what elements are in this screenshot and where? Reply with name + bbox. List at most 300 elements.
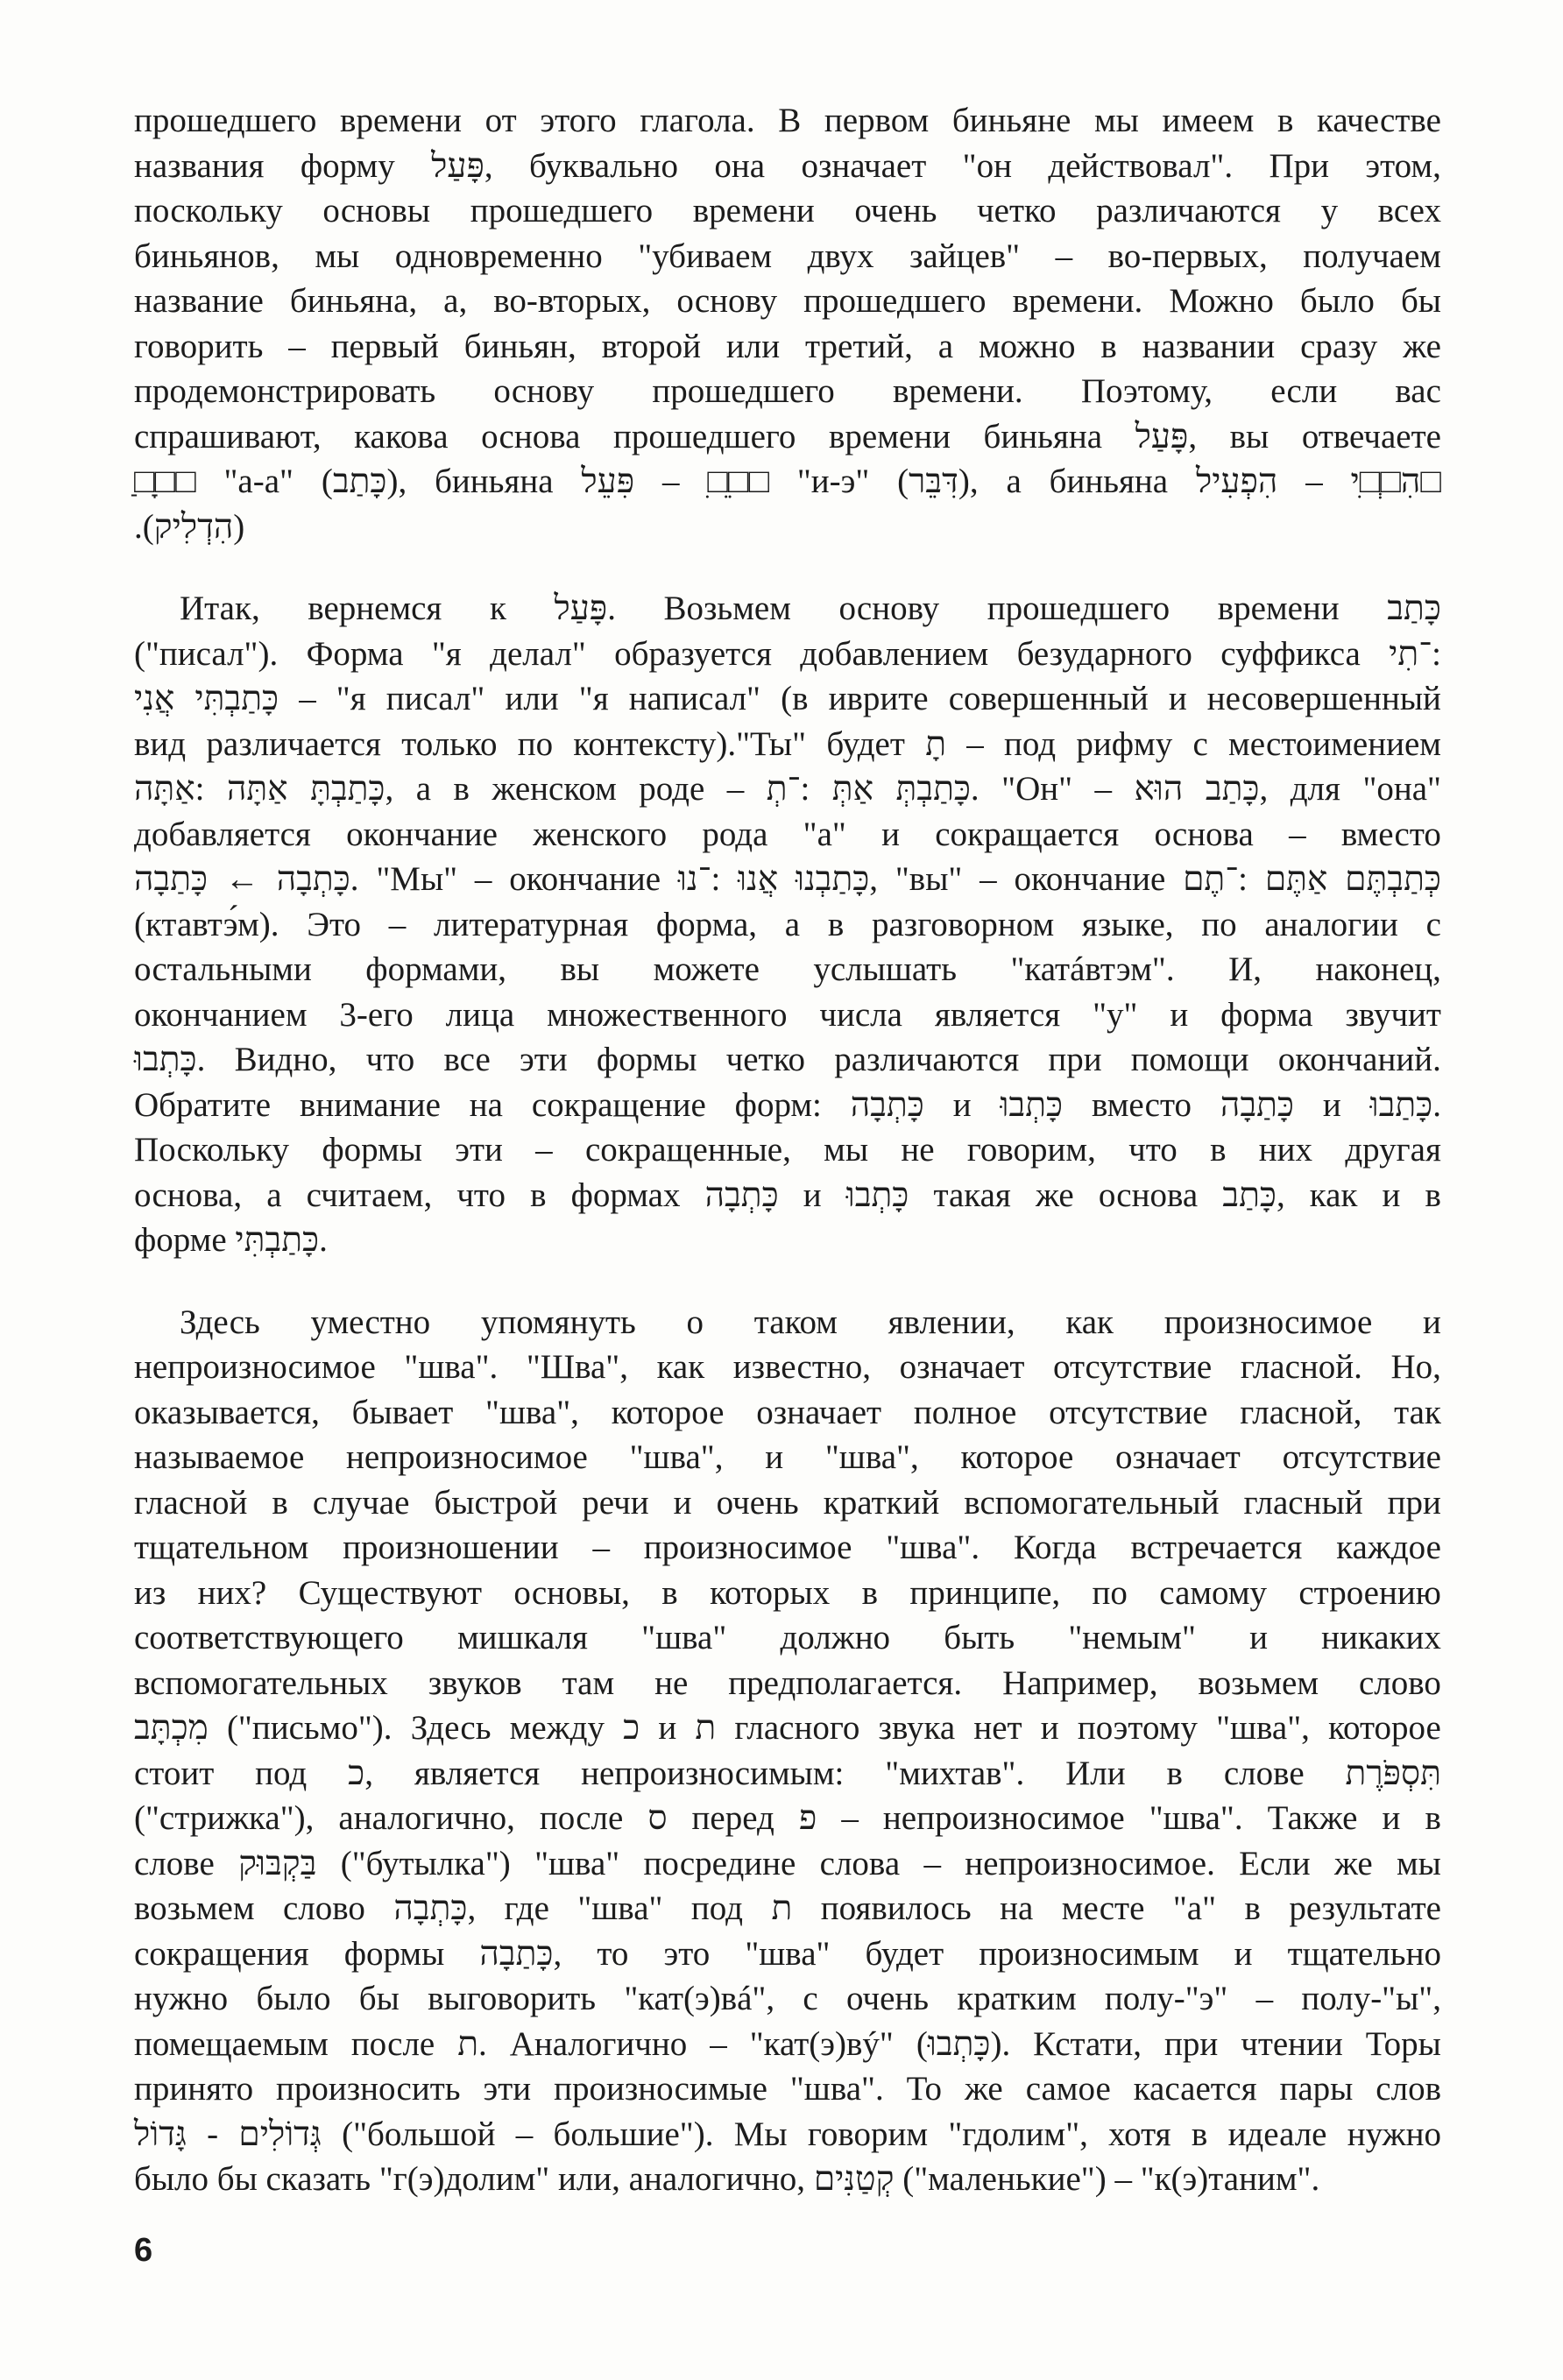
word: первом — [824, 102, 930, 139]
word: Но, — [1390, 1348, 1441, 1386]
word: женского — [533, 815, 668, 853]
word: כָּתְבָה, — [393, 1889, 477, 1927]
word: в — [453, 770, 470, 808]
word: остальными — [134, 950, 312, 988]
word: идеале — [1227, 2115, 1327, 2153]
word: во-вторых, — [493, 282, 651, 320]
word: которое — [1328, 1709, 1441, 1747]
word: формы — [596, 1041, 697, 1078]
word: в — [1166, 1754, 1183, 1792]
word: – — [1255, 1980, 1274, 2017]
word: разговорном — [871, 905, 1055, 943]
word: תָ — [925, 724, 946, 763]
word: времени. — [892, 372, 1023, 410]
word: Аналогично — [509, 2024, 688, 2063]
word: непроизносимое. — [965, 1844, 1215, 1882]
word: "шва", — [1216, 1709, 1310, 1747]
text-line — [134, 505, 1441, 550]
text-line — [134, 2112, 1441, 2158]
word: предполагается. — [728, 1663, 963, 1702]
word: – — [1289, 815, 1306, 853]
word: Обратите — [134, 1085, 272, 1124]
word: соответствующего — [134, 1619, 404, 1656]
word: слова — [819, 1844, 901, 1882]
word: форм: — [734, 1085, 822, 1124]
word: ← — [224, 860, 259, 898]
word: такая — [933, 1176, 1011, 1214]
word: "шва" — [534, 1844, 620, 1882]
word: различаются — [834, 1041, 1020, 1078]
word: эти — [520, 1041, 568, 1078]
word: имеем — [1162, 102, 1255, 139]
word: упомянуть — [480, 1303, 636, 1341]
word: – — [474, 860, 492, 898]
word: "гдолим", — [948, 2115, 1088, 2153]
word: нужно — [1347, 2115, 1441, 2153]
word: Поэтому, — [1080, 372, 1213, 410]
word: при — [1048, 1041, 1102, 1078]
word: "он — [962, 146, 1012, 185]
word: "шва", — [485, 1393, 579, 1431]
word: כָּתַב, — [1205, 770, 1269, 808]
word: פִּעֵל — [581, 463, 635, 500]
word: вспомогательных — [134, 1663, 388, 1702]
word: времени — [692, 192, 815, 230]
word: гласной — [134, 1483, 248, 1522]
word: произносимое — [1163, 1303, 1373, 1341]
word: (כָּתַב), — [321, 463, 407, 500]
word: и — [1322, 1085, 1341, 1124]
word: эти — [483, 2070, 532, 2108]
word: в — [1425, 1176, 1441, 1214]
text-line — [134, 1706, 1441, 1751]
word: כָּתְבָה. — [276, 860, 359, 898]
word: биньян, — [463, 327, 576, 365]
word: наконец, — [1315, 950, 1441, 988]
word: них — [1258, 1131, 1313, 1169]
word: – — [299, 680, 316, 717]
text-line — [134, 279, 1441, 324]
word: При — [1269, 146, 1330, 185]
paragraph — [134, 1300, 1441, 2202]
word: полу-"ы", — [1301, 1980, 1441, 2017]
word: помощи — [1130, 1041, 1249, 1078]
word: прошедшего — [470, 192, 654, 230]
word: при — [1163, 2024, 1219, 2063]
word: времени — [1217, 590, 1340, 627]
word: – — [980, 860, 997, 898]
word: כָּתַבְתְּ. — [895, 770, 980, 808]
word: с — [1425, 905, 1441, 943]
word: Например, — [1002, 1663, 1158, 1702]
word: чтении — [1241, 2024, 1343, 2063]
word: образуется — [614, 634, 772, 673]
word: местоимением — [1228, 724, 1441, 763]
word: принято — [134, 2070, 254, 2108]
word: же — [1333, 1844, 1373, 1882]
word: продемонстрировать — [134, 372, 436, 410]
word: (в — [781, 680, 809, 717]
word: же — [1403, 327, 1441, 365]
word: и — [952, 1085, 972, 1124]
word: слов — [1376, 2070, 1441, 2108]
word: на — [469, 1085, 503, 1124]
word: лица — [445, 995, 515, 1034]
word: является — [934, 995, 1061, 1034]
word: Это — [307, 905, 362, 943]
word: времени. — [1012, 282, 1143, 320]
text-line — [134, 1886, 1441, 1932]
word: что — [365, 1041, 415, 1078]
word: вас — [1395, 372, 1441, 410]
word: прошедшего — [987, 590, 1170, 627]
word: как — [1065, 1303, 1114, 1341]
word: тщательном — [134, 1529, 309, 1566]
line-text: форме כָּתַבְתִּי. — [134, 1221, 328, 1259]
word: о — [686, 1303, 704, 1341]
word: אַתְּ — [831, 770, 873, 808]
word: к — [489, 590, 506, 627]
word: (ктавтэ́м). — [134, 905, 279, 943]
word: них? — [197, 1573, 267, 1612]
word: ס — [647, 1799, 668, 1837]
text-line — [134, 676, 1441, 722]
word: никаких — [1321, 1619, 1441, 1656]
word: форма — [1220, 995, 1313, 1034]
word: и — [765, 1438, 784, 1476]
word: "шва" — [745, 1934, 831, 1973]
word: פָּעַל, — [431, 146, 493, 185]
text-line — [134, 1083, 1441, 1128]
word: качестве — [1317, 102, 1441, 139]
text-line — [134, 902, 1441, 948]
word: הִ□ְ□ִי□ — [1350, 463, 1441, 500]
word: (כָּתְבוּ). — [916, 2024, 1011, 2063]
word: перед — [691, 1799, 774, 1837]
word: כָּתַבְתָּ, — [310, 770, 394, 808]
word: произносить — [276, 2070, 461, 2108]
word: аналогично, — [338, 1799, 515, 1837]
word: которое — [960, 1438, 1074, 1476]
word: основа — [1098, 1176, 1199, 1214]
word: же — [1035, 1176, 1074, 1214]
text-line — [134, 1218, 1441, 1263]
word: в — [272, 1483, 288, 1522]
word: и — [1382, 1176, 1401, 1214]
word: услышать — [813, 950, 957, 988]
word: очень — [845, 1980, 930, 2017]
text-line — [134, 369, 1441, 414]
word: כָּתְבָה — [850, 1085, 924, 1124]
word: вместо — [1340, 815, 1441, 853]
word: от — [484, 102, 517, 139]
word: где — [504, 1889, 549, 1927]
word: "и-э" — [796, 463, 870, 500]
word: выговорить — [428, 1980, 597, 2017]
word: ־נוּ: — [677, 860, 721, 898]
word: כָּתַבְתִּי — [194, 680, 279, 717]
word: В — [778, 102, 802, 139]
word: должно — [780, 1619, 891, 1656]
word: форму — [300, 146, 395, 185]
word: было — [256, 1980, 331, 2017]
word: делал" — [490, 634, 586, 673]
word: роде — [639, 770, 705, 808]
word: там — [562, 1663, 615, 1702]
word: рифму — [1076, 724, 1173, 763]
word: прошедшего — [652, 372, 835, 410]
word: что — [1128, 1131, 1178, 1169]
word: кратким — [957, 1980, 1077, 2017]
word: множественного — [547, 995, 788, 1034]
word: □ַ□ָ□ — [134, 463, 196, 500]
word: оказывается, — [134, 1393, 320, 1431]
text-line — [134, 632, 1441, 677]
word: – — [592, 1529, 610, 1566]
text-line — [134, 1127, 1441, 1173]
word: совершенный — [948, 680, 1149, 717]
word: "шва". — [886, 1529, 980, 1566]
word: – — [515, 2115, 534, 2153]
word: мы — [824, 1131, 869, 1169]
word: Здесь — [410, 1709, 492, 1747]
word: глагола. — [640, 102, 755, 139]
word: между — [509, 1709, 605, 1747]
text-line — [134, 234, 1441, 279]
text-line — [134, 992, 1441, 1038]
word: бывает — [351, 1393, 454, 1431]
word: прошедшего — [613, 417, 796, 456]
word: звука — [878, 1709, 956, 1747]
word: действовал". — [1048, 146, 1234, 185]
word: которых — [710, 1573, 831, 1612]
word: времени — [828, 417, 951, 456]
word: "я — [431, 634, 462, 673]
word: получаем — [1303, 237, 1441, 275]
text-line — [134, 459, 1441, 505]
word: То — [906, 2070, 943, 2108]
word: говорим, — [966, 1131, 1096, 1169]
word: результате — [1289, 1889, 1441, 1927]
word: иврите — [828, 680, 929, 717]
word: отсутствие — [1282, 1438, 1441, 1476]
word: "а" — [1172, 1889, 1217, 1927]
word: слово — [1359, 1663, 1441, 1702]
word: גָּדוֹל — [134, 2115, 187, 2153]
word: Кстати, — [1033, 2024, 1142, 2063]
word: безударного — [1016, 634, 1192, 673]
word: которое — [611, 1393, 725, 1431]
word: звуков — [428, 1663, 522, 1702]
word: писал" — [385, 680, 485, 717]
word: и — [1168, 680, 1187, 717]
word: биньяна — [1049, 463, 1169, 500]
word: отвечаете — [1301, 417, 1441, 456]
word: – — [710, 2024, 727, 2063]
word: если — [1270, 372, 1338, 410]
word: формы — [343, 1934, 445, 1973]
word: отсутствие — [1052, 1348, 1213, 1386]
word: – — [923, 1844, 941, 1882]
word: биньяне — [951, 102, 1071, 139]
word: – — [1094, 770, 1113, 808]
word: פָּעַל, — [1135, 417, 1198, 456]
word: уместно — [310, 1303, 431, 1341]
word: И, — [1228, 950, 1262, 988]
word: буквально — [529, 146, 678, 185]
word: считаем, — [306, 1176, 433, 1214]
word: полу-"э" — [1104, 1980, 1228, 2017]
word: формами, — [365, 950, 507, 988]
word: речи — [582, 1483, 649, 1522]
word: под — [690, 1889, 744, 1927]
word: мы — [1093, 102, 1139, 139]
word: "она" — [1362, 770, 1441, 808]
word: поэтому — [1077, 1709, 1198, 1747]
text-line — [134, 1390, 1441, 1436]
word: основу — [493, 372, 595, 410]
word: Видно, — [234, 1041, 337, 1078]
word: отсутствие — [1049, 1393, 1208, 1431]
paragraph-gap — [134, 1263, 1441, 1300]
word: произносимым — [979, 1934, 1199, 1973]
paragraph — [134, 586, 1441, 1263]
word: у — [1320, 192, 1339, 230]
word: нет — [973, 1709, 1022, 1747]
word: большие"). — [553, 2115, 714, 2153]
word: это — [663, 1934, 711, 1973]
word: אַתָּה: — [134, 770, 205, 808]
text-line — [134, 98, 1441, 144]
word: женском — [492, 770, 617, 808]
word: мишкаля — [456, 1619, 588, 1656]
word: в — [861, 1573, 879, 1612]
word: а — [784, 905, 801, 943]
word: כָּתְבוּ — [1000, 1085, 1064, 1124]
word: пары — [1279, 2070, 1354, 2108]
word: פ — [798, 1799, 817, 1837]
word: так — [1394, 1393, 1441, 1431]
word: известно, — [732, 1348, 871, 1386]
word: כָּתַבְנוּ, — [795, 860, 879, 898]
word: Возьмем — [663, 590, 791, 627]
word: название — [134, 282, 264, 320]
word: говорим — [807, 2115, 929, 2153]
word: касается — [1133, 2070, 1257, 2108]
word: различается — [206, 724, 381, 763]
word: вы — [560, 950, 600, 988]
text-line — [134, 324, 1441, 370]
word: по — [1201, 905, 1237, 943]
word: "Мы" — [376, 860, 458, 898]
word: времени — [340, 102, 463, 139]
word: אֲנִי — [134, 680, 175, 717]
word: окончание — [1014, 860, 1166, 898]
text-line — [134, 1976, 1441, 2022]
word: гласного — [734, 1709, 860, 1747]
word: самому — [1159, 1573, 1267, 1612]
word: стоит — [134, 1754, 215, 1792]
word: добавляется — [134, 815, 311, 853]
word: "кат(э)вá", — [624, 1980, 775, 2017]
word: называемое — [134, 1438, 305, 1476]
word: сокращается — [935, 815, 1120, 853]
word: с — [1192, 724, 1208, 763]
word: самое — [1025, 2070, 1111, 2108]
word: ("бутылка") — [340, 1844, 511, 1882]
word: – — [388, 905, 407, 943]
word: "шва", — [824, 1438, 919, 1476]
word: – — [288, 327, 306, 365]
text-line — [134, 2157, 1441, 2202]
word: этом, — [1365, 146, 1441, 185]
text-line — [134, 722, 1441, 767]
word: поскольку — [134, 192, 283, 230]
word: в — [530, 1176, 547, 1214]
word: формы — [322, 1131, 422, 1169]
word: мы — [1397, 1844, 1441, 1882]
word: ־תֶם: — [1183, 860, 1248, 898]
word: в — [1277, 102, 1294, 139]
word: основа, — [134, 1176, 243, 1214]
word: названии — [1142, 327, 1276, 365]
word: биньяна, — [289, 282, 418, 320]
word: "шва", — [629, 1438, 724, 1476]
word: в — [1100, 327, 1117, 365]
word: не — [654, 1663, 689, 1702]
word: פָּעַל. — [554, 590, 616, 627]
word: - — [207, 2115, 219, 2153]
word: גְּדוֹלִים — [238, 2115, 322, 2153]
word: месте — [1061, 1889, 1145, 1927]
word: "шва". — [789, 2070, 884, 2108]
word: случае — [312, 1483, 410, 1522]
word: "я — [336, 680, 366, 717]
word: можно — [978, 327, 1076, 365]
text-line — [134, 1841, 1441, 1887]
word: Также — [1267, 1799, 1358, 1837]
word: слове — [1223, 1754, 1305, 1792]
word: можете — [653, 950, 760, 988]
text-line — [134, 1525, 1441, 1571]
word: написал" — [628, 680, 760, 717]
text-line — [134, 1751, 1441, 1797]
text-line — [134, 1435, 1441, 1480]
word: четко — [725, 1041, 806, 1078]
word: ת. — [457, 2024, 487, 2063]
word: Торы — [1365, 2024, 1441, 2063]
word: возьмем — [1198, 1663, 1319, 1702]
word: говорить — [134, 327, 264, 365]
word: "вы" — [895, 860, 963, 898]
word: כָּתַבוּ. — [1369, 1085, 1441, 1124]
word: ת — [695, 1709, 717, 1747]
word: "немым" — [1068, 1619, 1196, 1656]
word: – — [1305, 463, 1323, 500]
text-line — [134, 1796, 1441, 1841]
word: כ — [623, 1709, 640, 1747]
text-line — [134, 1037, 1441, 1083]
word: этого — [540, 102, 617, 139]
word: краткий — [823, 1483, 940, 1522]
word: что — [456, 1176, 506, 1214]
word: непроизносимое — [882, 1799, 1125, 1837]
word: строению — [1298, 1573, 1441, 1612]
word: כָּתַבָה, — [479, 1934, 562, 1973]
word: כָּתַב, — [1222, 1176, 1285, 1214]
text-line — [134, 586, 1441, 632]
word: второй — [601, 327, 701, 365]
